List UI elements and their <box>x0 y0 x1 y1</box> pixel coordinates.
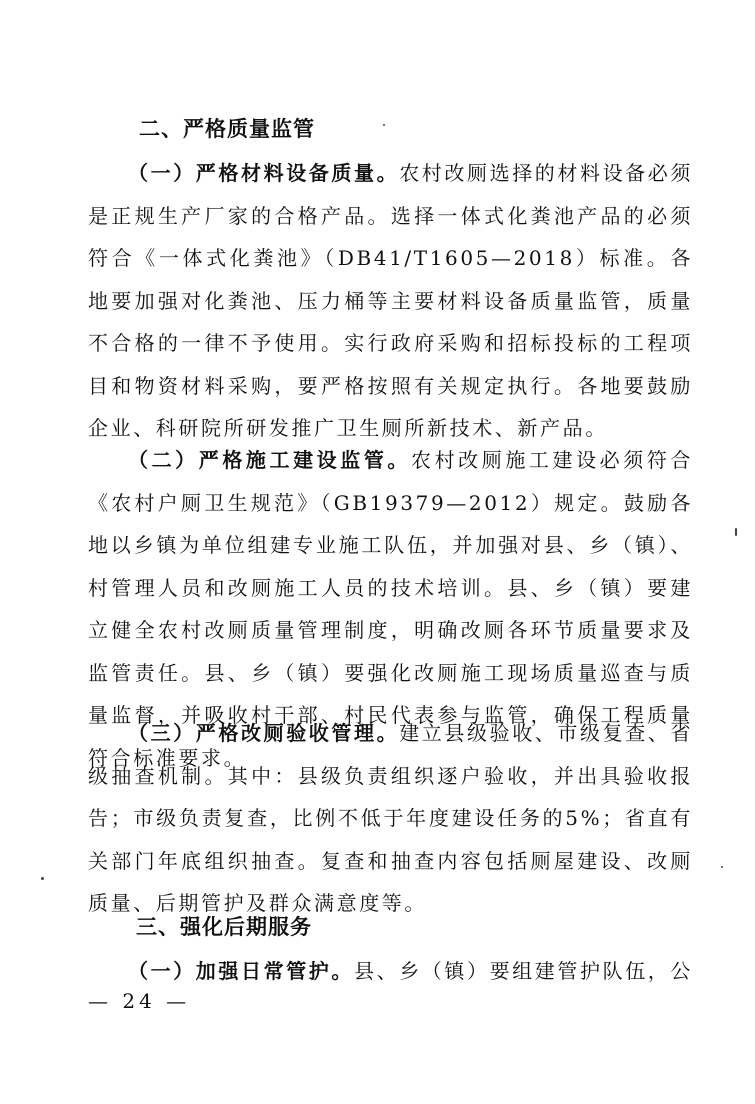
scan-speck <box>735 528 737 536</box>
scan-speck <box>721 866 723 868</box>
paragraph-body: 农村改厕施工建设必须符合《农村户厕卫生规范》（GB19379—2012）规定。鼓励各地以乡镇为单位组建专业施工队伍，并加强对县、乡（镇）、村管理人员和改厕施工人员的技术培训。县、乡（镇）要建立健全农村改厕质量管理制度，明确改厕各环节质量要求及监管责任。县、乡（镇）要强化改厕施工现场质量巡查与质量监督，并吸收村干部、村民代表参与监管，确保工程质量符合标准要求。 <box>88 448 694 770</box>
paragraph-material-quality <box>88 152 693 450</box>
paragraph-body: 农村改厕选择的材料设备必须是正规生产厂家的合格产品。选择一体式化粪池产品的必须符合《一体式化粪池》（DB41/T1605—2018）标准。各地要加强对化粪池、压力桶等主要材料设备质量监管，质量不合格的一律不予使用。实行政府采购和招标投标的工程项目和物资材料采购，要严格按照有关规定执行。各地要鼓励企业、科研院所研发推广卫生厕所新技术、新产品。 <box>88 161 694 440</box>
paragraph-lead: （二）严格施工建设监管。 <box>128 448 411 472</box>
section-heading: 三、强化后期服务 <box>136 915 312 939</box>
paragraph-body: 县、乡（镇）要组建管护队伍，公 <box>354 959 693 983</box>
page-number: — 24 — <box>88 989 191 1013</box>
paragraph-body: 建立县级验收、市级复查、省级抽查机制。其中：县级负责组织逐户验收，并出具验收报告；市级负责复查，比例不低于年度建设任务的5%；省直有关部门年底组织抽查。复查和抽查内容包括厕屋建设、改厕质量、后期管护及群众满意度等。 <box>88 721 694 915</box>
paragraph-lead: （一）严格材料设备质量。 <box>128 161 400 185</box>
section-heading: 二、严格质量监管 <box>139 117 315 141</box>
scan-speck <box>383 124 385 126</box>
paragraph-lead: （一）加强日常管护。 <box>128 959 354 983</box>
paragraph-lead: （三）严格改厕验收管理。 <box>128 721 400 745</box>
paragraph-acceptance-management <box>88 712 693 925</box>
scan-speck <box>41 877 44 880</box>
